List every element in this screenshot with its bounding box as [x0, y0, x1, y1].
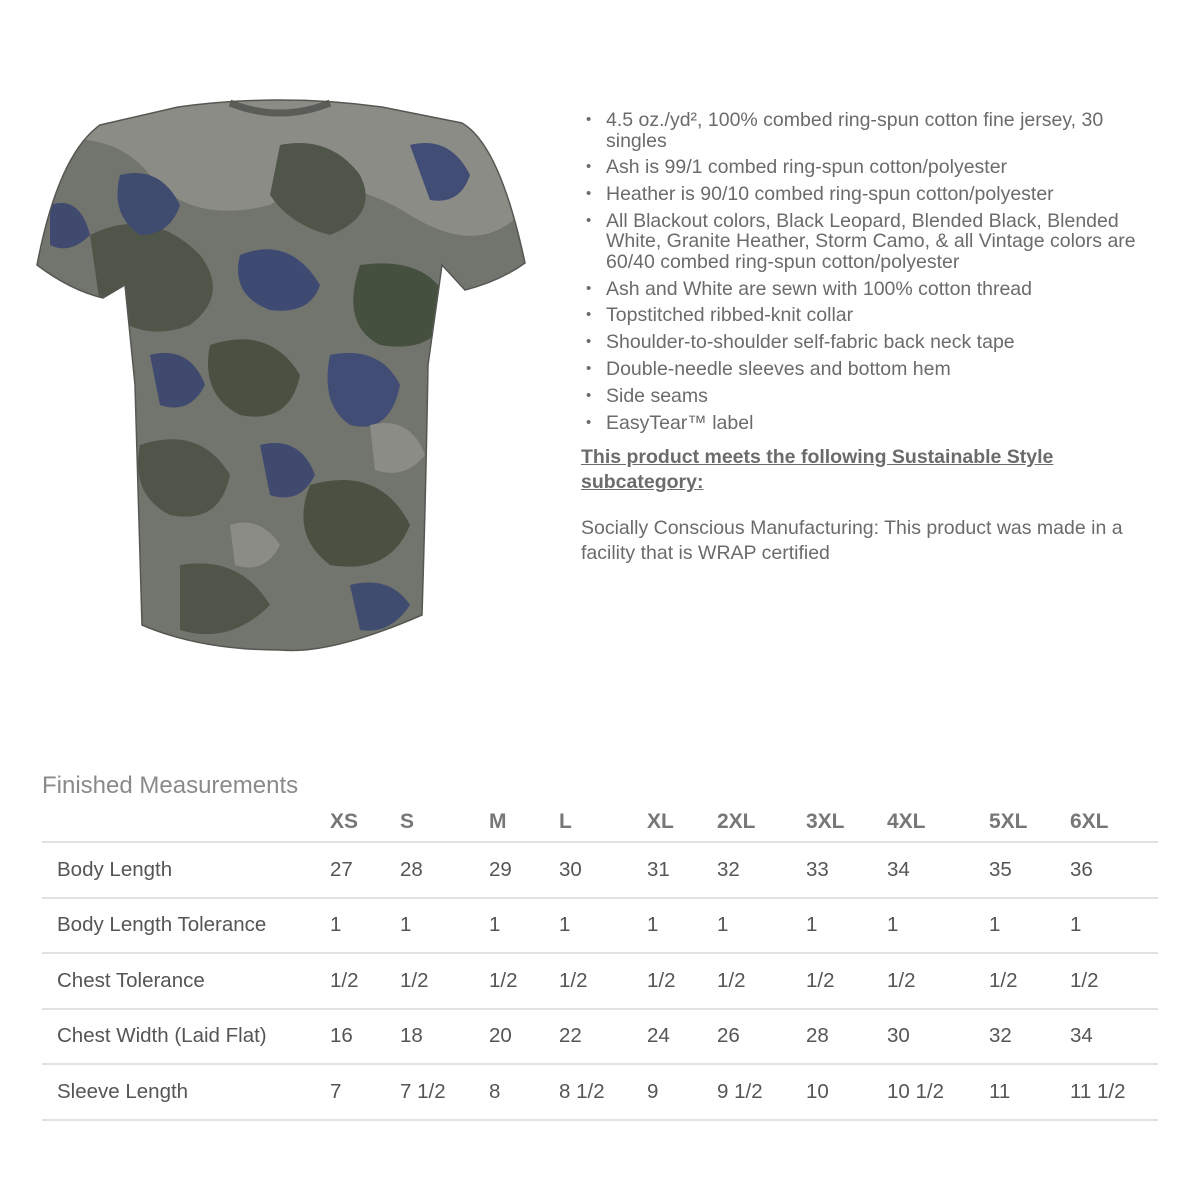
table-cell: 7 [330, 1064, 400, 1120]
table-cell: 16 [330, 1009, 400, 1065]
table-row [42, 842, 1158, 898]
table-row [42, 1064, 1158, 1120]
size-header: L [559, 803, 647, 842]
feature-item: • Shoulder-to-shoulder self-fabric back neck tape [606, 332, 1146, 353]
sustainability-heading: This product meets the following Sustainable Style subcategory: [581, 446, 1054, 494]
table-cell: 7 1/2 [400, 1064, 489, 1120]
table-cell: 32 [717, 842, 806, 898]
size-header: 4XL [887, 803, 989, 842]
tshirt-illustration [30, 85, 535, 655]
row-label: Sleeve Length [42, 1064, 330, 1120]
table-cell: 1/2 [887, 953, 989, 1009]
table-cell: 11 [989, 1064, 1070, 1120]
size-header: M [489, 803, 559, 842]
table-cell: 34 [1070, 1009, 1158, 1065]
sustainability-text: Socially Conscious Manufacturing: This product was made in a facility that is WRAP certified [581, 517, 1123, 564]
size-header: S [400, 803, 489, 842]
measurements-title: Finished Measurements [42, 772, 299, 799]
feature-item: • 4.5 oz./yd², 100% combed ring-spun cotton fine jersey, 30 singles [606, 110, 1146, 151]
size-header-row [42, 803, 1158, 842]
table-cell: 22 [559, 1009, 647, 1065]
table-row [42, 1009, 1158, 1065]
product-image-camo-tshirt [30, 85, 535, 655]
table-cell: 1 [400, 898, 489, 954]
table-cell: 10 1/2 [887, 1064, 989, 1120]
table-cell: 1/2 [806, 953, 887, 1009]
table-cell: 35 [989, 842, 1070, 898]
feature-item: • Side seams [606, 386, 1146, 407]
feature-item: • Ash and White are sewn with 100% cotton thread [606, 279, 1146, 300]
feature-item: • All Blackout colors, Black Leopard, Blended Black, Blended White, Granite Heather, Storm Camo, & all Vintage colors are 60/40 combed ring-spun cotton/polyester [606, 211, 1146, 273]
table-cell: 9 1/2 [717, 1064, 806, 1120]
table-cell: 18 [400, 1009, 489, 1065]
table-cell: 27 [330, 842, 400, 898]
table-cell: 10 [806, 1064, 887, 1120]
table-cell: 1 [1070, 898, 1158, 954]
table-cell: 1 [647, 898, 717, 954]
table-cell: 1/2 [559, 953, 647, 1009]
table-cell: 1/2 [489, 953, 559, 1009]
row-label: Chest Width (Laid Flat) [42, 1009, 330, 1065]
table-cell: 28 [400, 842, 489, 898]
table-cell: 29 [489, 842, 559, 898]
table-cell: 1/2 [400, 953, 489, 1009]
table-cell: 20 [489, 1009, 559, 1065]
table-cell: 32 [989, 1009, 1070, 1065]
table-cell: 1 [717, 898, 806, 954]
table-cell: 33 [806, 842, 887, 898]
table-cell: 1 [489, 898, 559, 954]
size-header: 6XL [1070, 803, 1158, 842]
feature-item: • Double-needle sleeves and bottom hem [606, 359, 1146, 380]
table-cell: 1/2 [989, 953, 1070, 1009]
row-label: Body Length [42, 842, 330, 898]
size-header: XS [330, 803, 400, 842]
feature-item: • Topstitched ribbed-knit collar [606, 305, 1146, 326]
table-cell: 1 [887, 898, 989, 954]
row-label: Chest Tolerance [42, 953, 330, 1009]
feature-list [581, 110, 1146, 433]
table-cell: 1 [806, 898, 887, 954]
table-cell: 1/2 [1070, 953, 1158, 1009]
measurements-table [42, 803, 1158, 1121]
table-cell: 8 [489, 1064, 559, 1120]
table-cell: 24 [647, 1009, 717, 1065]
size-header: 5XL [989, 803, 1070, 842]
table-cell: 11 1/2 [1070, 1064, 1158, 1120]
feature-item: • Ash is 99/1 combed ring-spun cotton/polyester [606, 157, 1146, 178]
feature-item: • Heather is 90/10 combed ring-spun cotton/polyester [606, 184, 1146, 205]
size-header: XL [647, 803, 717, 842]
table-cell: 1 [559, 898, 647, 954]
table-row [42, 953, 1158, 1009]
table-cell: 1 [330, 898, 400, 954]
table-row [42, 898, 1158, 954]
table-cell: 36 [1070, 842, 1158, 898]
table-cell: 34 [887, 842, 989, 898]
table-cell: 30 [887, 1009, 989, 1065]
table-cell: 31 [647, 842, 717, 898]
table-cell: 1/2 [717, 953, 806, 1009]
size-header: 3XL [806, 803, 887, 842]
table-cell: 8 1/2 [559, 1064, 647, 1120]
feature-item: • EasyTear™ label [606, 413, 1146, 434]
table-cell: 28 [806, 1009, 887, 1065]
table-cell: 26 [717, 1009, 806, 1065]
table-cell: 1/2 [647, 953, 717, 1009]
table-cell: 9 [647, 1064, 717, 1120]
feature-panel [581, 110, 1146, 565]
size-header-blank [42, 803, 330, 842]
table-cell: 1 [989, 898, 1070, 954]
table-cell: 30 [559, 842, 647, 898]
size-header: 2XL [717, 803, 806, 842]
table-cell: 1/2 [330, 953, 400, 1009]
row-label: Body Length Tolerance [42, 898, 330, 954]
